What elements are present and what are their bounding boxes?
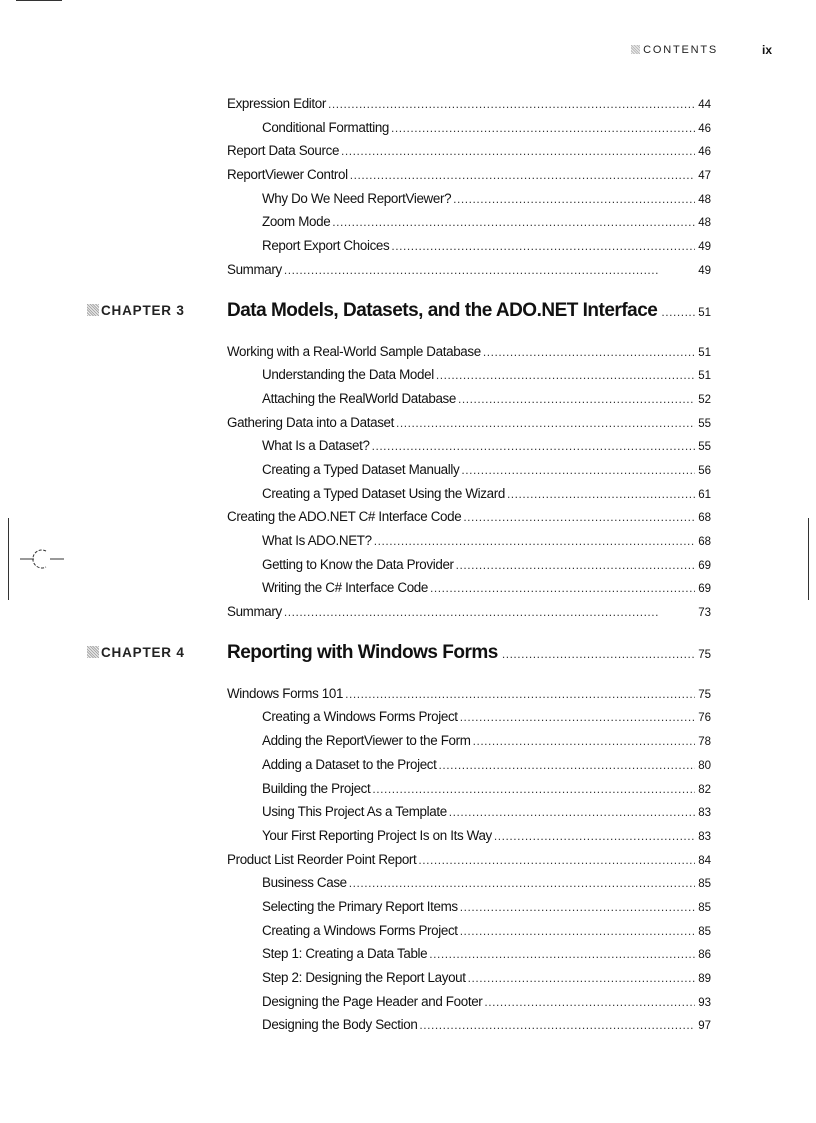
- dot-leader: [460, 900, 695, 914]
- dot-leader: [439, 758, 696, 772]
- toc-entry-title: Expression Editor: [227, 96, 326, 111]
- toc-entry: [227, 580, 711, 604]
- toc-entry-title: Step 2: Designing the Report Layout: [262, 970, 466, 985]
- toc-entry-page: 55: [698, 441, 711, 454]
- toc-entry: [227, 167, 711, 191]
- toc-entry: [227, 970, 711, 994]
- toc-entry-title: Why Do We Need ReportViewer?: [262, 190, 452, 206]
- toc-entry-title: Windows Forms 101: [227, 685, 344, 701]
- chapter-title: Reporting with Windows Forms: [227, 641, 498, 663]
- toc-entry: [227, 462, 711, 486]
- texture-square-icon: [631, 45, 640, 54]
- toc-entry-page: 49: [698, 241, 711, 254]
- dot-leader: [483, 345, 695, 359]
- dot-leader: [328, 97, 695, 111]
- crop-mark-right: [808, 518, 809, 600]
- toc-entry: [227, 238, 711, 262]
- toc-entry-page: 75: [698, 688, 711, 701]
- toc-entry-page: 61: [698, 488, 711, 501]
- toc-entry-title: Your First Reporting Project Is on Its Way: [262, 827, 492, 843]
- toc-entry: [227, 852, 711, 876]
- toc-entry-page: 48: [698, 217, 711, 230]
- toc-entry-page: 85: [698, 901, 711, 914]
- toc-entry: [227, 262, 711, 286]
- toc-entry-page: 49: [698, 264, 711, 277]
- toc-entry-page: 80: [698, 759, 711, 772]
- running-header-section: CONTENTS: [631, 44, 718, 56]
- toc-entry: [227, 828, 711, 852]
- toc-entry-title: Conditional Formatting: [262, 119, 390, 135]
- toc-entry-page: 47: [698, 170, 711, 183]
- dot-leader: [507, 487, 695, 501]
- toc-entry-title: Designing the Page Header and Footer: [262, 993, 483, 1009]
- dot-leader: [372, 439, 696, 453]
- dot-leader: [436, 368, 695, 382]
- dot-leader: [468, 971, 696, 985]
- toc-entry: [227, 367, 711, 391]
- dot-leader: [502, 647, 695, 661]
- toc-entry: [227, 686, 711, 710]
- toc-entry-title: Creating a Typed Dataset Manually: [262, 461, 460, 477]
- toc-entry-title: Getting to Know the Data Provider: [262, 556, 454, 572]
- dot-leader: [374, 534, 695, 548]
- toc-entry-page: 46: [698, 122, 711, 135]
- chapter-page: 75: [698, 648, 711, 661]
- dot-leader: [463, 510, 695, 524]
- registration-mark-icon: [20, 546, 64, 572]
- toc-entry: [227, 438, 711, 462]
- toc-entry-title: Step 1: Creating a Data Table: [262, 946, 428, 962]
- dot-leader: [449, 805, 695, 819]
- toc-entry-page: 44: [698, 99, 711, 111]
- toc-entry-title: What Is a Dataset?: [262, 438, 370, 454]
- chapter-section: [101, 299, 711, 628]
- toc-entry: [227, 191, 711, 215]
- toc-entry-page: 68: [698, 512, 711, 525]
- toc-entry-title: Report Data Source: [227, 143, 340, 159]
- toc-entry: [227, 415, 711, 439]
- toc-entry-page: 82: [698, 783, 711, 796]
- toc-entry: [227, 604, 711, 628]
- crop-mark-top: [16, 0, 62, 1]
- toc-entry: [227, 733, 711, 757]
- toc-entry-title: Adding the ReportViewer to the Form: [262, 733, 471, 749]
- running-header-page-number: ix: [761, 43, 772, 57]
- toc-entry-title: Attaching the RealWorld Database: [262, 390, 456, 406]
- dot-leader: [350, 168, 695, 182]
- toc-entry-title: Zoom Mode: [262, 214, 331, 230]
- texture-square-icon: [87, 304, 99, 316]
- toc-entry-title: Report Export Choices: [262, 238, 390, 254]
- dot-leader: [349, 876, 695, 890]
- toc-entry: [227, 1017, 711, 1041]
- toc-entry-page: 76: [698, 712, 711, 725]
- toc-entry-title: Building the Project: [262, 780, 371, 796]
- toc-entry: [227, 804, 711, 828]
- dot-leader: [372, 782, 695, 796]
- dot-leader: [458, 392, 695, 406]
- toc-entry-title: Creating a Windows Forms Project: [262, 922, 458, 938]
- toc-entry: [227, 143, 711, 167]
- dot-leader: [332, 215, 695, 229]
- toc-entry-title: Adding a Dataset to the Project: [262, 756, 437, 772]
- toc-entry: [227, 946, 711, 970]
- toc-entry-page: 56: [698, 464, 711, 477]
- toc-entry-page: 86: [698, 949, 711, 962]
- toc-entry-page: 89: [698, 973, 711, 985]
- toc-entry-page: 83: [698, 830, 711, 843]
- toc-entry-title: What Is ADO.NET?: [262, 533, 372, 548]
- toc-entry: [227, 509, 711, 533]
- toc-entry-title: Writing the C# Interface Code: [262, 580, 429, 596]
- toc-entry-page: 83: [698, 807, 711, 820]
- toc-entry-title: ReportViewer Control: [227, 167, 348, 183]
- dot-leader: [345, 687, 695, 701]
- toc-entry-page: 93: [698, 996, 711, 1009]
- toc-entry-page: 78: [698, 736, 711, 749]
- chapter-heading: [101, 641, 711, 680]
- toc-entry-page: 69: [698, 559, 711, 572]
- chapter-heading: [101, 299, 711, 338]
- toc-entry: [227, 557, 711, 581]
- dot-leader: [429, 947, 695, 961]
- running-header: [0, 42, 816, 62]
- table-of-contents: [101, 96, 711, 1041]
- toc-entry: [227, 533, 711, 557]
- toc-entry: [227, 781, 711, 805]
- chapter-title: Data Models, Datasets, and the ADO.NET Interface: [227, 299, 658, 321]
- toc-entry: [227, 486, 711, 510]
- toc-entry-title: Product List Reorder Point Report: [227, 851, 417, 867]
- dot-leader: [391, 239, 695, 253]
- toc-entry: [227, 899, 711, 923]
- dot-leader: [396, 416, 695, 430]
- toc-entry-title: Understanding the Data Model: [262, 367, 434, 383]
- dot-leader: [461, 463, 695, 477]
- dot-leader: [453, 192, 695, 206]
- dot-leader: [419, 1018, 695, 1032]
- toc-entry-title: Summary: [227, 604, 282, 620]
- chapter-label: CHAPTER 3: [87, 303, 185, 318]
- toc-entry-title: Creating a Windows Forms Project: [262, 709, 458, 725]
- toc-entry-page: 48: [698, 193, 711, 206]
- toc-entry-page: 51: [698, 346, 711, 359]
- toc-entry-title: Business Case: [262, 875, 347, 891]
- toc-entry-page: 85: [698, 925, 711, 938]
- dot-leader: [430, 581, 695, 595]
- toc-entry-page: 84: [698, 854, 711, 867]
- dot-leader: [460, 924, 696, 938]
- chapter-section: [101, 641, 711, 1041]
- dot-leader: [661, 305, 695, 319]
- toc-entry: [227, 344, 711, 368]
- toc-entry: [227, 757, 711, 781]
- toc-entry-title: Using This Project As a Template: [262, 804, 447, 820]
- dot-leader: [484, 995, 695, 1009]
- dot-leader: [284, 263, 695, 277]
- toc-entry-page: 46: [698, 146, 711, 159]
- toc-entry: [227, 875, 711, 899]
- toc-entry-page: 55: [698, 417, 711, 430]
- crop-mark-left: [8, 518, 9, 600]
- toc-entry-page: 69: [698, 583, 711, 596]
- dot-leader: [391, 121, 695, 135]
- toc-entry-title: Gathering Data into a Dataset: [227, 414, 395, 430]
- toc-entry-title: Working with a Real-World Sample Database: [227, 343, 481, 359]
- toc-entry-title: Designing the Body Section: [262, 1017, 418, 1033]
- toc-entry: [227, 709, 711, 733]
- dot-leader: [494, 829, 695, 843]
- toc-entry-page: 68: [698, 536, 711, 548]
- chapter-page: 51: [698, 306, 711, 319]
- dot-leader: [284, 605, 695, 619]
- texture-square-icon: [87, 646, 99, 658]
- toc-entry: [227, 120, 711, 144]
- toc-entry: [227, 214, 711, 238]
- toc-entry: [227, 391, 711, 415]
- toc-entry: [227, 96, 711, 120]
- dot-leader: [460, 710, 696, 724]
- toc-entry-page: 51: [698, 370, 711, 383]
- toc-entry-page: 73: [698, 607, 711, 620]
- dot-leader: [473, 734, 696, 748]
- toc-entry: [227, 994, 711, 1018]
- toc-entry-title: Creating a Typed Dataset Using the Wizard: [262, 485, 505, 501]
- dot-leader: [418, 853, 695, 867]
- toc-entry-title: Creating the ADO.NET C# Interface Code: [227, 509, 462, 525]
- toc-entry-title: Summary: [227, 261, 282, 277]
- chapter-label: CHAPTER 4: [87, 645, 185, 660]
- toc-entry-title: Selecting the Primary Report Items: [262, 898, 458, 914]
- toc-entry-page: 85: [698, 878, 711, 891]
- toc-entry-page: 97: [698, 1020, 711, 1033]
- dot-leader: [456, 558, 696, 572]
- dot-leader: [341, 144, 695, 158]
- toc-entry: [227, 923, 711, 947]
- toc-entry-page: 52: [698, 393, 711, 406]
